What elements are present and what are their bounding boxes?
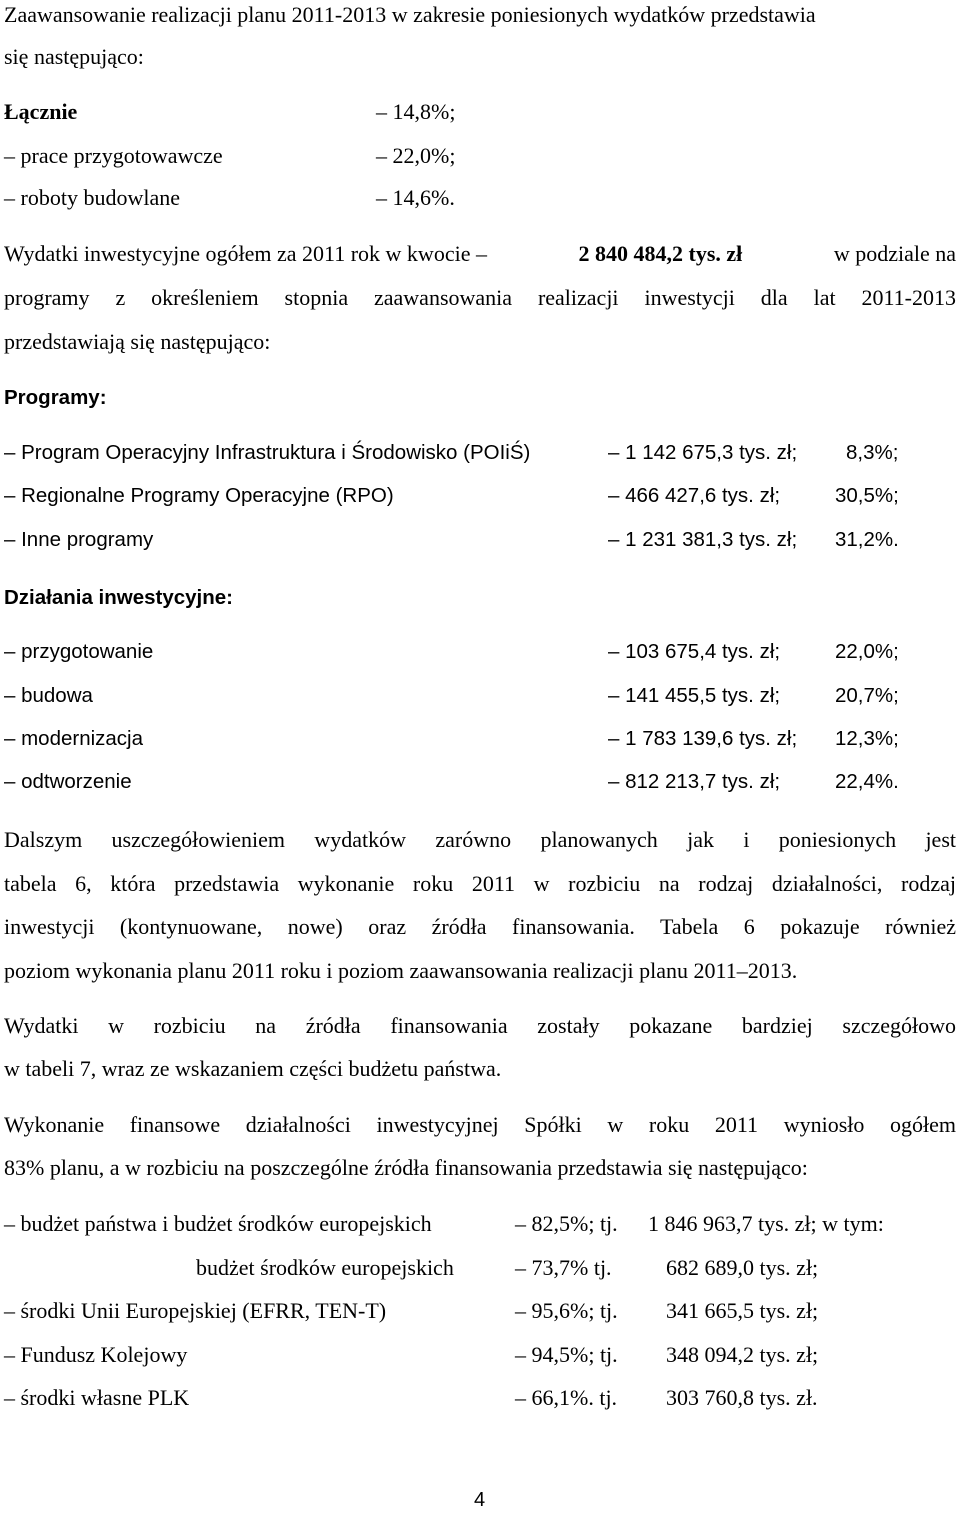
intro-line-2: się następująco: <box>4 44 144 69</box>
programs-paragraph-line-3: przedstawiają się następująco: <box>4 329 271 354</box>
source-pct-own-funds: – 66,1%. tj. <box>515 1385 618 1410</box>
source-label-own-funds: – środki własne PLK <box>4 1385 190 1410</box>
sources-paragraph-line-2: w tabeli 7, wraz ze wskazaniem części budżetu państwa. <box>4 1056 502 1081</box>
action-amount-restoration: – 812 213,7 tys. zł; <box>608 770 781 793</box>
execution-paragraph-line-2: 83% planu, a w rozbiciu na poszczególne źródła finansowania przedstawia się następująco: <box>4 1155 808 1180</box>
summary-label-prep: – prace przygotowawcze <box>4 143 223 168</box>
action-label-construction: – budowa <box>4 684 93 707</box>
action-label-preparation: – przygotowanie <box>4 640 154 663</box>
summary-value-prep: – 22,0%; <box>376 143 456 168</box>
source-label-eu: – środki Unii Europejskiej (EFRR, TEN-T) <box>4 1298 387 1323</box>
summary-label-total: Łącznie <box>4 99 78 124</box>
details-paragraph-line-2: tabela 6, która przedstawia wykonanie roku 2011 w rozbiciu na rodzaj działalności, rodzaj <box>4 871 956 896</box>
source-amount-eu: 341 665,5 tys. zł; <box>666 1298 819 1323</box>
source-amount-state-budget: 1 846 963,7 tys. zł; w tym: <box>648 1211 884 1236</box>
source-pct-eu-funds-budget: – 73,7% tj. <box>515 1255 612 1280</box>
source-pct-railway-fund: – 94,5%; tj. <box>515 1342 618 1367</box>
programs-paragraph-text-c: w podziale na <box>833 241 956 266</box>
execution-paragraph-line-1: Wykonanie finansowe działalności inwestycyjnej Spółki w roku 2011 wyniosło ogółem <box>4 1112 956 1137</box>
source-amount-own-funds: 303 760,8 tys. zł. <box>666 1385 818 1410</box>
source-label-railway-fund: – Fundusz Kolejowy <box>4 1342 188 1367</box>
source-pct-state-budget: – 82,5%; tj. <box>515 1211 618 1236</box>
intro-line-1: Zaawansowanie realizacji planu 2011-2013 w zakresie poniesionych wydatków przedstawia <box>4 2 816 27</box>
source-amount-eu-funds-budget: 682 689,0 tys. zł; <box>666 1255 819 1280</box>
programs-paragraph-line-2: programy z określeniem stopnia zaawansowania realizacji inwestycji dla lat 2011-2013 <box>4 285 956 310</box>
programs-heading: Programy: <box>4 386 107 409</box>
summary-value-total: – 14,8%; <box>376 99 456 124</box>
program-percent-rpo: 30,5%; <box>835 484 899 507</box>
action-percent-preparation: 22,0%; <box>835 640 899 663</box>
program-label-other: – Inne programy <box>4 528 154 551</box>
action-percent-construction: 20,7%; <box>835 684 899 707</box>
action-amount-modernization: – 1 783 139,6 tys. zł; <box>608 727 798 750</box>
actions-heading: Działania inwestycyjne: <box>4 586 234 609</box>
source-pct-eu: – 95,6%; tj. <box>515 1298 618 1323</box>
program-percent-poiis: 8,3%; <box>846 441 899 464</box>
action-amount-preparation: – 103 675,4 tys. zł; <box>608 640 781 663</box>
programs-paragraph-text-a: Wydatki inwestycyjne ogółem za 2011 rok w kwocie – <box>4 241 487 266</box>
action-label-restoration: – odtworzenie <box>4 770 132 793</box>
program-label-rpo: – Regionalne Programy Operacyjne (RPO) <box>4 484 394 507</box>
programs-paragraph-line-1 <box>4 243 956 265</box>
source-label-state-budget: – budżet państwa i budżet środków europejskich <box>4 1211 432 1236</box>
action-label-modernization: – modernizacja <box>4 727 144 750</box>
program-percent-other: 31,2%. <box>835 528 899 551</box>
summary-value-build: – 14,6%. <box>376 185 455 210</box>
program-amount-poiis: – 1 142 675,3 tys. zł; <box>608 441 798 464</box>
page-number: 4 <box>474 1489 486 1511</box>
summary-label-build: – roboty budowlane <box>4 185 180 210</box>
details-paragraph-line-4: poziom wykonania planu 2011 roku i poziom zaawansowania realizacji planu 2011–2013. <box>4 958 798 983</box>
sources-paragraph-line-1: Wydatki w rozbiciu na źródła finansowania zostały pokazane bardziej szczegółowo <box>4 1013 956 1038</box>
action-percent-modernization: 12,3%; <box>835 727 899 750</box>
program-amount-other: – 1 231 381,3 tys. zł; <box>608 528 798 551</box>
source-amount-railway-fund: 348 094,2 tys. zł; <box>666 1342 819 1367</box>
details-paragraph-line-1: Dalszym uszczegółowieniem wydatków zarówno planowanych jak i poniesionych jest <box>4 827 956 852</box>
details-paragraph-line-3: inwestycji (kontynuowane, nowe) oraz źródła finansowania. Tabela 6 pokazuje również <box>4 914 956 939</box>
source-label-eu-funds-budget: budżet środków europejskich <box>196 1255 454 1280</box>
total-expenditure-amount: 2 840 484,2 tys. zł <box>578 241 743 266</box>
action-amount-construction: – 141 455,5 tys. zł; <box>608 684 781 707</box>
action-percent-restoration: 22,4%. <box>835 770 899 793</box>
program-label-poiis: – Program Operacyjny Infrastruktura i Środowisko (POIiŚ) <box>4 441 531 464</box>
program-amount-rpo: – 466 427,6 tys. zł; <box>608 484 781 507</box>
